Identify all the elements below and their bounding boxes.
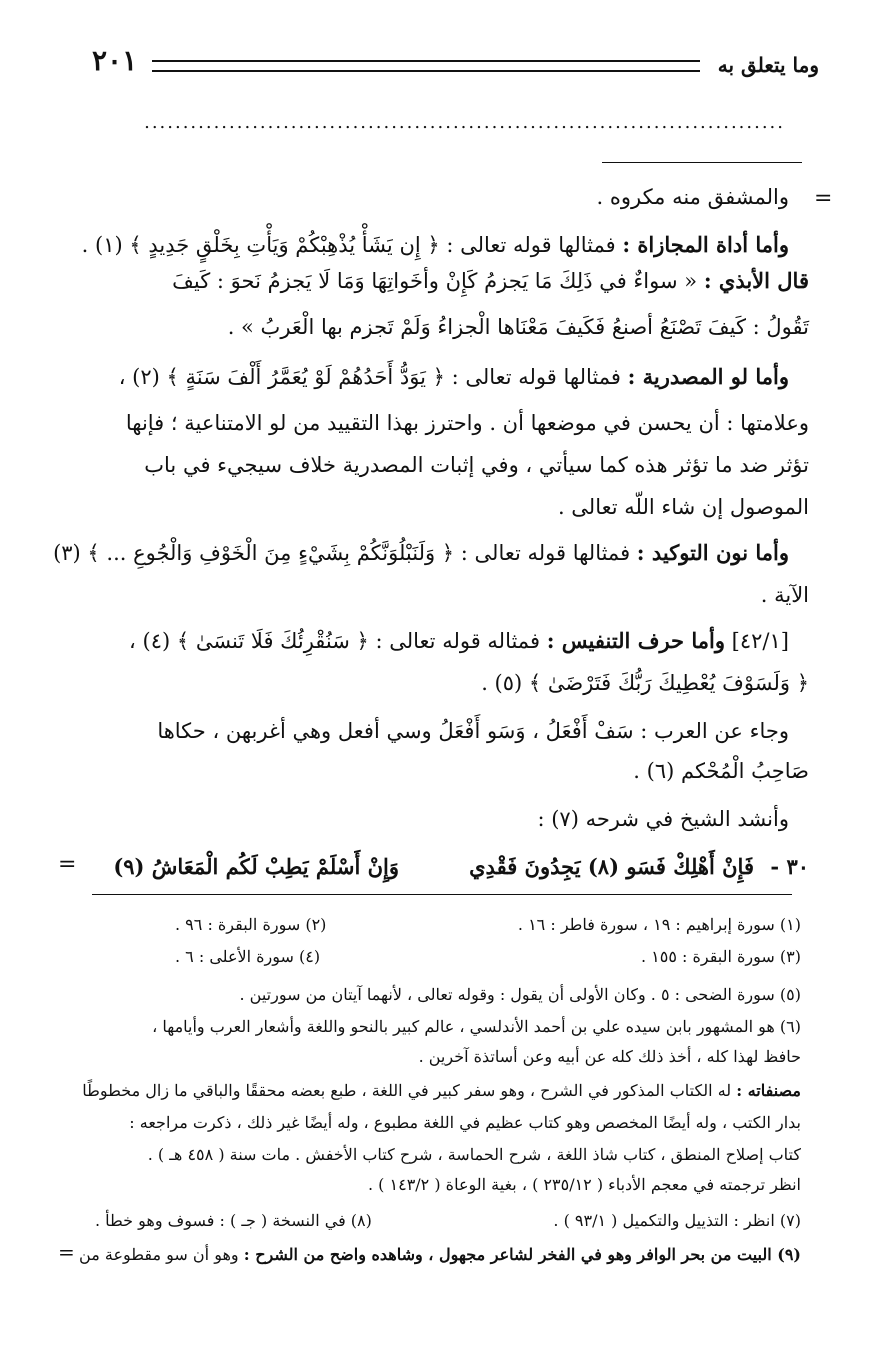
body-line-13: وجاء عن العرب : سَفْ أَفْعَلُ ، وَسَو أَفْعَلُ وسي أفعل وهي أغربهن ، حكاها [157, 719, 789, 743]
footnote-8: (٨) في النسخة ( جـ ) : فسوف وهو خطأ . [95, 1211, 372, 1230]
footnote-2: (٢) سورة البقرة : ٩٦ . [175, 915, 327, 934]
heading-tanfis: وأما حرف التنفيس : [546, 628, 725, 653]
footnote-separator [92, 894, 792, 895]
body-line-11 [129, 626, 789, 656]
body-line-12: ﴿ وَلَسَوْفَ يُعْطِيكَ رَبُّكَ فَتَرْضَىٰ ﴾ (٥) . [481, 671, 809, 695]
body-line-14: صَاحِبُ الْمُحْكم (٦) . [633, 759, 809, 783]
body-line-15: وأنشد الشيخ في شرحه (٧) : [537, 807, 789, 831]
body-line-7: تؤثر ضد ما تؤثر هذه كما سيأتي ، وفي إثبات المصدرية خلاف سيجيء في باب [144, 453, 809, 477]
body-line-2 [82, 230, 789, 260]
footnote-4: (٤) سورة الأعلى : ٦ . [175, 947, 321, 966]
footnote-6-line-3 [82, 1080, 801, 1102]
verse-continuation-marker: = [58, 852, 77, 877]
footnote-6-line-4: بدار الكتب ، وله أيضًا المخصص وهو كتاب عظيم في اللغة مطبوع ، وله أيضًا غير ذلك ، ذكرت مراجعه : [129, 1113, 801, 1132]
footnote-9 [79, 1244, 801, 1266]
body-line-6: وعلامتها : أن يحسن في موضعها أن . واحترز بهذا التقييد من لو الامتناعية ؛ فإنها [125, 411, 809, 435]
verse-second-hemistich: وَإِنْ أَسْلَمْ يَطِبْ لَكُم الْمَعَاشُ (٩) [113, 854, 399, 879]
running-title: وما يتعلق به [717, 53, 819, 77]
footnote-6-line-5: كتاب إصلاح المنطق ، كتاب شاذ اللغة ، شرح الحماسة ، شرح كتاب الأخفش . مات سنة ( ٤٥٨ هـ ) . [147, 1145, 801, 1164]
footnote-9-lead: (٩) البيت من بحر الوافر وهو في الفخر لشاعر مجهول ، وشاهده واضح من الشرح : [243, 1245, 801, 1264]
heading-tawkid: وأما نون التوكيد : [636, 540, 789, 565]
footnote-9-continuation-marker: = [58, 1240, 75, 1264]
footnote-6-line-2: حافظ لهذا كله ، أخذ ذلك كله عن أبيه وعن أساتذة آخرين . [418, 1047, 801, 1066]
body-line-9 [53, 538, 789, 568]
heading-law: وأما لو المصدرية : [627, 364, 789, 389]
footnote-6-line-1: (٦) هو المشهور بابن سيده علي بن أحمد الأندلسي ، عالم كبير بالنحو واللغة وأشعار العرب وأيامها ، [152, 1017, 801, 1036]
body-line-10: الآية . [760, 583, 809, 607]
body-line-8: الموصول إن شاء اللّه تعالى . [557, 495, 809, 519]
footnote-3: (٣) سورة البقرة : ١٥٥ . [640, 947, 801, 966]
footnote-9-rest: وهو أن سو مقطوعة من [79, 1245, 239, 1264]
verse-number: ٣٠ - [770, 854, 809, 879]
header-rule-bottom [152, 70, 700, 72]
verse-first-hemistich: فَإِنْ أَهْلِكْ فَسَو (٨) يَجِدُونَ فَقْدِي [469, 854, 754, 879]
footnote-6-line-6: انظر ترجمته في معجم الأدباء ( ٢٣٥/١٢ ) ، بغية الوعاة ( ١٤٣/٢ ) . [368, 1175, 801, 1194]
ms-reference: [٤٢/١] [731, 629, 789, 653]
text-abdhi: « سواءٌ في ذَلِكَ مَا يَجزمُ كَإِنْ وأخَواتِهَا وَمَا لَا يَجزمُ نَحوَ : كَيفَ [172, 269, 698, 293]
page-number: ٢٠١ [92, 44, 138, 77]
body-line-5 [119, 362, 789, 392]
text-tawkid: فمثالها قوله تعالى : ﴿ وَلَنَبْلُوَنَّكُمْ بِشَيْءٍ مِنَ الْخَوْفِ وَالْجُوعِ ... ﴾ (٣) [53, 541, 631, 565]
heading-abdhi: قال الأبذي : [703, 268, 809, 293]
body-line-1: والمشفق منه مكروه . [596, 185, 789, 209]
dotted-separator: ................................................................................... [144, 112, 785, 133]
footnote-7: (٧) انظر : التذييل والتكميل ( ٩٣/١ ) . [553, 1211, 801, 1230]
text-tanfis: فمثاله قوله تعالى : ﴿ سَنُقْرِئُكَ فَلَا تَنسَىٰ ﴾ (٤) ، [129, 629, 540, 653]
section-rule [602, 162, 802, 163]
footnote-5: (٥) سورة الضحى : ٥ . وكان الأولى أن يقول : وقوله تعالى ، لأنهما آيتان من سورتين . [239, 985, 801, 1004]
text-majazat: فمثالها قوله تعالى : ﴿ إِن يَشَأْ يُذْهِبْكُمْ وَيَأْتِ بِخَلْقٍ جَدِيدٍ ﴾ (١) . [81, 233, 616, 257]
continuation-marker: = [814, 186, 833, 211]
footnote-6-works-text: له الكتاب المذكور في الشرح ، وهو سفر كبير في اللغة ، طبع بعضه محققًا والباقي ما زال مخطوطًا [82, 1081, 732, 1100]
heading-majazat: وأما أداة المجازاة : [622, 232, 789, 257]
footnote-6-works-label: مصنفاته : [736, 1081, 801, 1100]
header-rule-top [152, 60, 700, 62]
text-law: فمثالها قوله تعالى : ﴿ يَوَدُّ أَحَدُهُمْ لَوْ يُعَمَّرُ أَلْفَ سَنَةٍ ﴾ (٢) ، [118, 365, 621, 389]
body-line-3 [172, 266, 809, 296]
footnote-1: (١) سورة إبراهيم : ١٩ ، سورة فاطر : ١٦ . [517, 915, 801, 934]
body-line-4: تَقُولُ : كَيفَ تَصْنَعُ أصنعُ فَكَيفَ مَعْنَاها الْجزاءُ وَلَمْ تَجزم بها الْعَربُ » . [227, 315, 809, 339]
